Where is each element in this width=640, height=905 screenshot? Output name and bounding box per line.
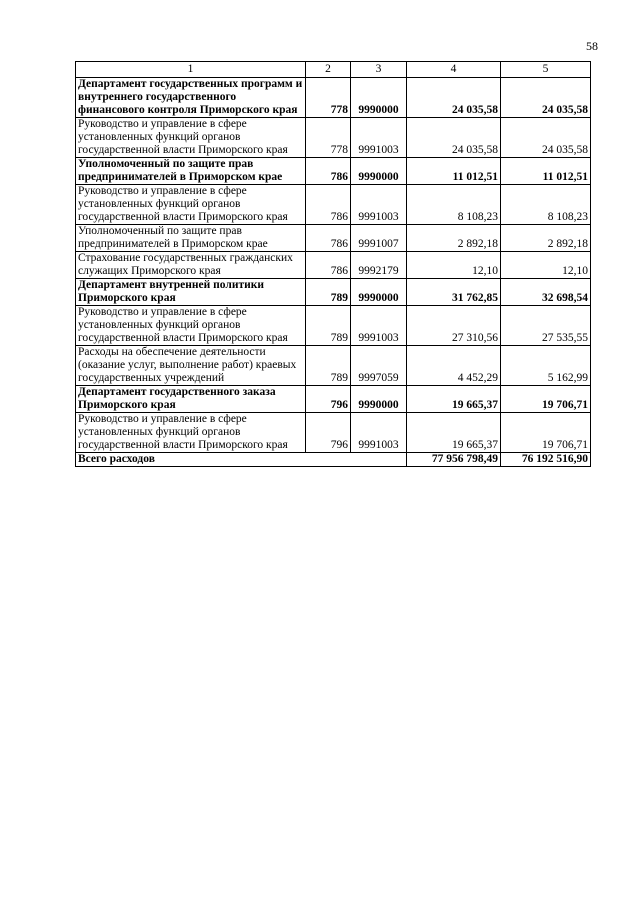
table-row xyxy=(76,386,591,413)
table-row xyxy=(76,252,591,279)
row-target-code: 9991003 xyxy=(351,306,407,346)
row-department-code: 789 xyxy=(306,279,351,306)
row-target-code: 9991003 xyxy=(351,118,407,158)
expenditure-table xyxy=(75,61,591,467)
row-amount-2019: 19 665,37 xyxy=(407,386,501,413)
row-amount-2019: 12,10 xyxy=(407,252,501,279)
row-target-code: 9990000 xyxy=(351,279,407,306)
table-row xyxy=(76,78,591,118)
row-amount-2019: 19 665,37 xyxy=(407,413,501,453)
row-amount-2019: 24 035,58 xyxy=(407,118,501,158)
column-header-4: 4 xyxy=(407,62,501,78)
row-amount-2019: 27 310,56 xyxy=(407,306,501,346)
row-amount-2020: 19 706,71 xyxy=(501,413,591,453)
row-department-code: 796 xyxy=(306,386,351,413)
table-row xyxy=(76,158,591,185)
row-amount-2020: 11 012,51 xyxy=(501,158,591,185)
row-department-code: 786 xyxy=(306,158,351,185)
row-amount-2020: 5 162,99 xyxy=(501,346,591,386)
row-name: Уполномоченный по защите прав предпринимателей в Приморском крае xyxy=(76,225,306,252)
total-row xyxy=(76,453,591,467)
row-department-code: 778 xyxy=(306,78,351,118)
page-number: 58 xyxy=(586,39,598,53)
row-amount-2019: 24 035,58 xyxy=(407,78,501,118)
row-target-code: 9997059 xyxy=(351,346,407,386)
column-header-3: 3 xyxy=(351,62,407,78)
row-name: Департамент государственных программ и внутреннего государственного финансового контроля Приморского края xyxy=(76,78,306,118)
total-label: Всего расходов xyxy=(76,453,407,467)
column-number-row xyxy=(76,62,591,78)
row-target-code: 9990000 xyxy=(351,386,407,413)
row-name: Расходы на обеспечение деятельности (оказание услуг, выполнение работ) краевых государственных учреждений xyxy=(76,346,306,386)
row-department-code: 778 xyxy=(306,118,351,158)
column-header-1: 1 xyxy=(76,62,306,78)
row-amount-2020: 8 108,23 xyxy=(501,185,591,225)
row-amount-2019: 11 012,51 xyxy=(407,158,501,185)
row-name: Руководство и управление в сфере установленных функций органов государственной власти Приморского края xyxy=(76,306,306,346)
row-name: Департамент внутренней политики Приморского края xyxy=(76,279,306,306)
row-name: Руководство и управление в сфере установленных функций органов государственной власти Приморского края xyxy=(76,413,306,453)
row-amount-2019: 2 892,18 xyxy=(407,225,501,252)
table-row xyxy=(76,225,591,252)
row-name: Департамент государственного заказа Приморского края xyxy=(76,386,306,413)
row-target-code: 9991003 xyxy=(351,413,407,453)
table-row xyxy=(76,306,591,346)
row-target-code: 9992179 xyxy=(351,252,407,279)
row-department-code: 789 xyxy=(306,306,351,346)
row-department-code: 789 xyxy=(306,346,351,386)
row-department-code: 786 xyxy=(306,252,351,279)
row-name: Страхование государственных гражданских служащих Приморского края xyxy=(76,252,306,279)
row-name: Уполномоченный по защите прав предпринимателей в Приморском крае xyxy=(76,158,306,185)
row-amount-2020: 32 698,54 xyxy=(501,279,591,306)
row-amount-2020: 19 706,71 xyxy=(501,386,591,413)
column-header-2: 2 xyxy=(306,62,351,78)
row-department-code: 786 xyxy=(306,185,351,225)
row-name: Руководство и управление в сфере установленных функций органов государственной власти Приморского края xyxy=(76,185,306,225)
row-amount-2020: 27 535,55 xyxy=(501,306,591,346)
row-amount-2020: 24 035,58 xyxy=(501,118,591,158)
row-amount-2019: 31 762,85 xyxy=(407,279,501,306)
row-target-code: 9990000 xyxy=(351,158,407,185)
row-target-code: 9990000 xyxy=(351,78,407,118)
row-amount-2020: 2 892,18 xyxy=(501,225,591,252)
row-target-code: 9991007 xyxy=(351,225,407,252)
row-department-code: 786 xyxy=(306,225,351,252)
column-header-5: 5 xyxy=(501,62,591,78)
row-department-code: 796 xyxy=(306,413,351,453)
row-amount-2019: 8 108,23 xyxy=(407,185,501,225)
row-amount-2020: 24 035,58 xyxy=(501,78,591,118)
table-row xyxy=(76,185,591,225)
row-amount-2019: 4 452,29 xyxy=(407,346,501,386)
total-amount-2019: 77 956 798,49 xyxy=(407,453,501,467)
table-row xyxy=(76,413,591,453)
row-target-code: 9991003 xyxy=(351,185,407,225)
total-amount-2020: 76 192 516,90 xyxy=(501,453,591,467)
table-row xyxy=(76,118,591,158)
table-row xyxy=(76,346,591,386)
row-amount-2020: 12,10 xyxy=(501,252,591,279)
table-row xyxy=(76,279,591,306)
row-name: Руководство и управление в сфере установленных функций органов государственной власти Приморского края xyxy=(76,118,306,158)
